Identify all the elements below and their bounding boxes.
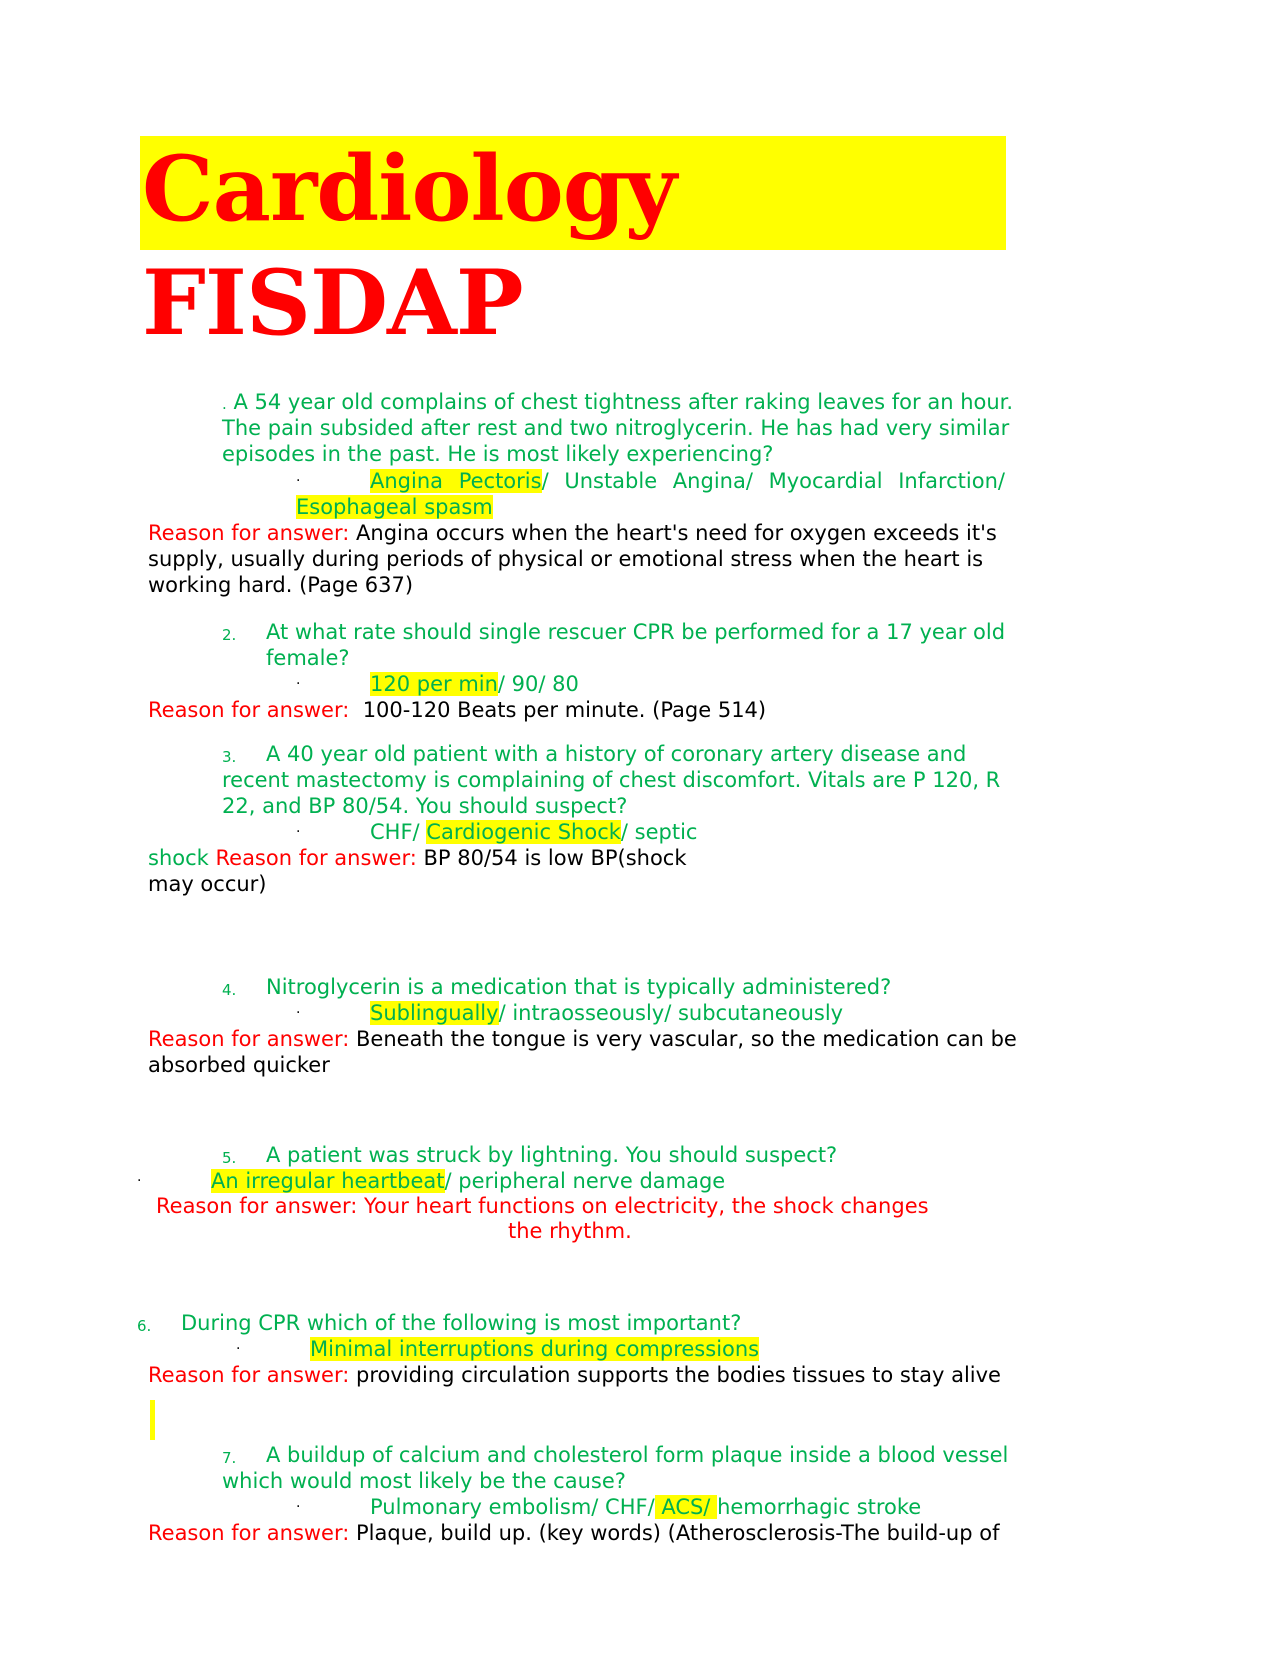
question-1-line-1: . A 54 year old complains of chest tightness after raking leaves for an hour. xyxy=(222,390,1014,414)
question-2-reason: Reason for answer: 100-120 Beats per minute. (Page 514) xyxy=(148,698,767,722)
document-title xyxy=(140,136,1006,356)
bullet-icon: · xyxy=(296,824,301,840)
question-4-number: 4. xyxy=(222,981,237,999)
text-cursor-highlight xyxy=(150,1400,155,1440)
question-7-number: 7. xyxy=(222,1449,237,1467)
question-6-number: 6. xyxy=(137,1317,152,1335)
question-7-line-2: which would most likely be the cause? xyxy=(222,1469,626,1493)
question-4-options: Sublingually/ intraosseously/ subcutaneously xyxy=(370,1001,844,1025)
question-1-reason-line-2: supply, usually during periods of physical or emotional stress when the heart is xyxy=(148,547,984,571)
question-2-line-2: female? xyxy=(266,646,350,670)
question-6-options: Minimal interruptions during compressions xyxy=(310,1337,760,1361)
question-3-line-2: recent mastectomy is complaining of chest discomfort. Vitals are P 120, R xyxy=(222,768,1001,792)
question-4-reason-line-2: absorbed quicker xyxy=(148,1053,330,1077)
question-5-reason-line-2: the rhythm. xyxy=(508,1219,632,1243)
question-5-options: An irregular heartbeat/ peripheral nerve damage xyxy=(211,1169,726,1193)
question-3-reason: shock Reason for answer: BP 80/54 is low BP(shock xyxy=(148,846,687,870)
bullet-icon: · xyxy=(137,1173,142,1189)
question-6-line-1: During CPR which of the following is most important? xyxy=(181,1311,742,1335)
question-2-number: 2. xyxy=(222,626,237,644)
question-4-line-1: Nitroglycerin is a medication that is typically administered? xyxy=(266,975,892,999)
question-3-reason-line-2: may occur) xyxy=(148,872,267,896)
question-7-reason: Reason for answer: Plaque, build up. (key words) (Atherosclerosis-The build-up of xyxy=(148,1521,1000,1545)
question-5-reason: Reason for answer: Your heart functions on electricity, the shock changes xyxy=(156,1194,929,1218)
question-7-options: Pulmonary embolism/ CHF/ ACS/ hemorrhagic stroke xyxy=(370,1495,922,1519)
question-1-reason-line-3: working hard. (Page 637) xyxy=(148,573,414,597)
question-4-reason: Reason for answer: Beneath the tongue is very vascular, so the medication can be xyxy=(148,1027,1017,1051)
question-3-line-1: A 40 year old patient with a history of coronary artery disease and xyxy=(266,742,967,766)
question-1-line-2: The pain subsided after rest and two nitroglycerin. He has had very similar xyxy=(222,416,1010,440)
question-5-line-1: A patient was struck by lightning. You should suspect? xyxy=(266,1143,838,1167)
question-5-number: 5. xyxy=(222,1149,237,1167)
bullet-icon: · xyxy=(296,1005,301,1021)
bullet-icon: · xyxy=(296,676,301,692)
question-3-options: CHF/ Cardiogenic Shock/ septic xyxy=(370,820,698,844)
title-text: Cardiology FISDAP xyxy=(142,136,676,356)
question-1-options: Angina Pectoris/ Unstable Angina/ Myocardial Infarction/ xyxy=(370,469,1005,493)
question-1-options-cont: Esophageal spasm xyxy=(296,495,493,519)
question-2-options: 120 per min/ 90/ 80 xyxy=(370,672,579,696)
question-2-line-1: At what rate should single rescuer CPR be performed for a 17 year old xyxy=(266,620,1006,644)
question-6-reason: Reason for answer: providing circulation supports the bodies tissues to stay alive xyxy=(148,1363,1001,1387)
bullet-icon: · xyxy=(296,1499,301,1515)
question-3-number: 3. xyxy=(222,748,237,766)
bullet-icon: · xyxy=(296,473,301,489)
question-1-reason: Reason for answer: Angina occurs when the heart's need for oxygen exceeds it's xyxy=(148,521,997,545)
question-1-line-3: episodes in the past. He is most likely experiencing? xyxy=(222,442,774,466)
question-3-line-3: 22, and BP 80/54. You should suspect? xyxy=(222,794,628,818)
bullet-icon: · xyxy=(236,1341,241,1357)
question-7-line-1: A buildup of calcium and cholesterol form plaque inside a blood vessel xyxy=(266,1443,1009,1467)
